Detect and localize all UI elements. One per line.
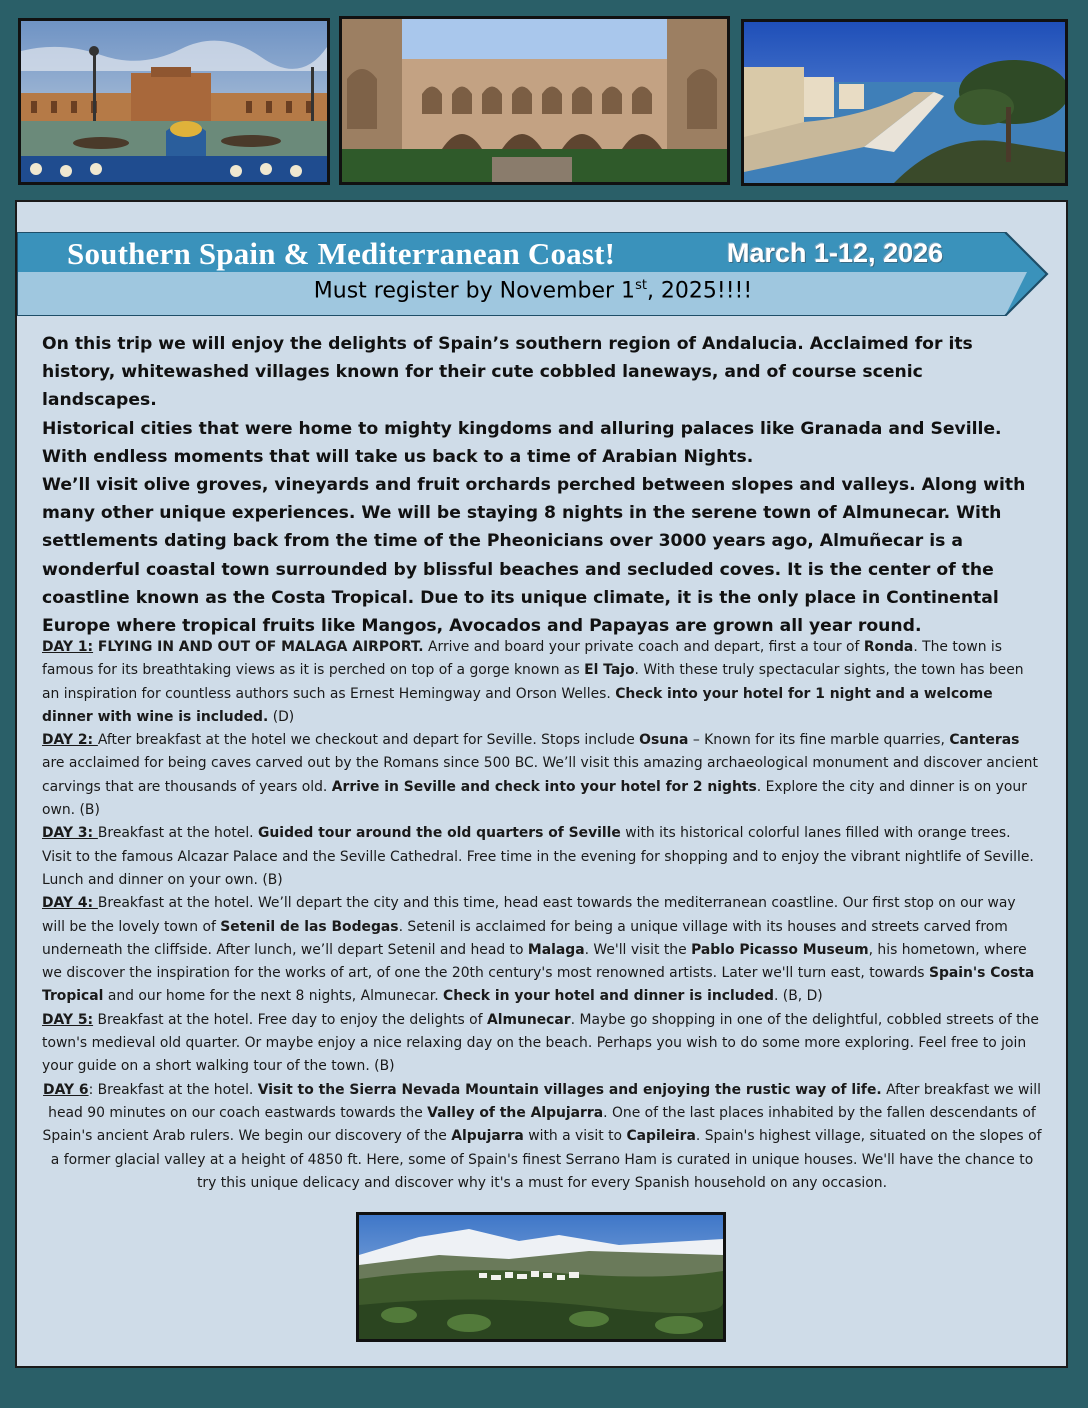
- day-4-label: DAY 4:: [42, 895, 98, 912]
- intro-paragraph: We’ll visit olive groves, vineyards and fruit orchards perched between slopes and valleys. Along with many other unique experiences. We will be staying 8 nights in the serene town of Almunecar. With settlements dating back from the time of the Pheonicians over 3000 years ago, Almuñecar is a wonderful coastal town surrounded by blissful beaches and secluded coves. It is the center of the coastline known as the Costa Tropical. Due to its unique climate, it is the only place in Continental Europe where tropical fruits like Mangos, Avocados and Papayas are grown all year round.: [42, 475, 1026, 637]
- title-banner: [17, 232, 1049, 316]
- day-1-label: DAY 1:: [42, 639, 94, 655]
- day-3-entry: DAY 3: Breakfast at the hotel. Guided tour around the old quarters of Seville with its historical colorful lanes filled with orange trees. Visit to the famous Alcazar Palace and the Seville Cathedral. Free time in the evening for shopping and to enjoy the vibrant nightlife of Seville. Lunch and dinner on your own. (B): [42, 825, 1034, 888]
- trip-dates: March 1-12, 2026: [727, 238, 944, 268]
- day-2-label: DAY 2:: [42, 732, 98, 749]
- day-4-entry: DAY 4: Breakfast at the hotel. We’ll depart the city and this time, head east towards the mediterranean coastline. Our first stop on our way will be the lovely town of Setenil de las Bodegas. Setenil is acclaimed for being a unique village with its houses and streets carved from underneath the cliffside. After lunch, we’ll depart Setenil and head to Malaga. We'll visit the Pablo Picasso Museum, his hometown, where we discover the inspiration for the works of art, of one the 20th century's most renowned artists. Later we'll turn east, towards Spain's Costa Tropical and our home for the next 8 nights, Almunecar. Check in your hotel and dinner is included. (B, D): [42, 895, 1035, 1005]
- day-2-entry: DAY 2: After breakfast at the hotel we checkout and depart for Seville. Stops include Osuna – Known for its fine marble quarries, Canteras are acclaimed for being caves carved out by the Romans since 500 BC. We’ll visit this amazing archaeological monument and discover ancient carvings that are thousands of years old. Arrive in Seville and check into your hotel for 2 nights. Explore the city and dinner is on your own. (B): [42, 732, 1038, 819]
- registration-deadline: Must register by November 1st, 2025!!!!: [313, 278, 753, 304]
- plaza-de-espana-seville-photo: [18, 18, 330, 185]
- trip-title: Southern Spain & Mediterranean Coast!: [67, 236, 616, 271]
- day-6-label: DAY 6: [43, 1081, 89, 1098]
- trip-introduction: [42, 330, 1042, 640]
- intro-paragraph: On this trip we will enjoy the delights of Spain’s southern region of Andalucia. Acclaimed for its history, whitewashed villages known for their cute cobbled laneways, and of course scenic landscapes.: [42, 334, 973, 411]
- itinerary: [42, 636, 1042, 1195]
- almunecar-coast-photo: [741, 19, 1068, 186]
- sierra-nevada-village-photo: [356, 1212, 726, 1342]
- day-5-label: DAY 5:: [42, 1011, 94, 1028]
- day-1-entry: DAY 1: FLYING IN AND OUT OF MALAGA AIRPORT. Arrive and board your private coach and depart, first a tour of Ronda. The town is famous for its breathtaking views as it is perched on top of a gorge known as El Tajo. With these truly spectacular sights, the town has been an inspiration for countless authors such as Ernest Hemingway and Orson Welles. Check into your hotel for 1 night and a welcome dinner with wine is included. (D): [42, 639, 1024, 725]
- intro-paragraph: Historical cities that were home to mighty kingdoms and alluring palaces like Granada and Seville. With endless moments that will take us back to a time of Arabian Nights.: [42, 418, 1002, 467]
- day-5-entry: DAY 5: Breakfast at the hotel. Free day to enjoy the delights of Almunecar. Maybe go shopping in one of the delightful, cobbled streets of the town's medieval old quarter. Or maybe enjoy a nice relaxing day on the beach. Perhaps you wish to do some more exploring. Feel free to join your guide on a short walking tour of the town. (B): [42, 1011, 1039, 1075]
- day-6-entry: DAY 6: Breakfast at the hotel. Visit to the Sierra Nevada Mountain villages and enjoying the rustic way of life. After breakfast we will head 90 minutes on our coach eastwards towards the Valley of the Alpujarra. One of the last places inhabited by the fallen descendants of Spain's ancient Arab rulers. We begin our discovery of the Alpujarra with a visit to Capileira. Spain's highest village, situated on the slopes of a former glacial valley at a height of 4850 ft. Here, some of Spain's finest Serrano Ham is curated in unique houses. We'll have the chance to try this unique delicacy and discover why it's a must for every Spanish household on any occasion.: [42, 1081, 1042, 1191]
- alcazar-courtyard-photo: [339, 16, 730, 185]
- day-3-label: DAY 3:: [42, 825, 98, 842]
